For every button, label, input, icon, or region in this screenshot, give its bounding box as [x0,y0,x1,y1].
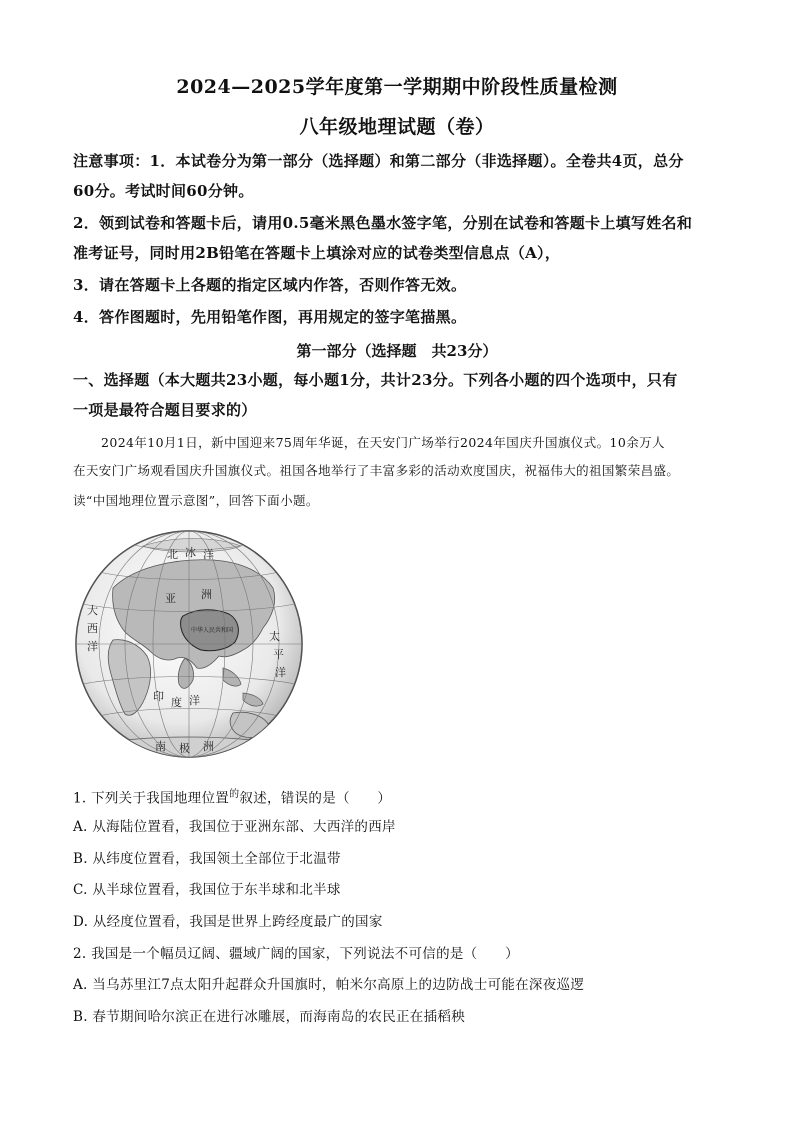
globe-label-bei: 北 [167,548,178,561]
part1-instruction-2: 一项是最符合题目要求的） [73,401,257,419]
question-1-stem-a: 1. 下列关于我国地理位置 [73,790,230,807]
globe-label-da: 大 [87,604,98,617]
question-1-stem-sup: 的 [229,789,240,800]
notice-line-1b: 60分。考试时间60分钟。 [73,182,254,200]
notice-line-1: 注意事项：1．本试卷分为第一部分（选择题）和第二部分（非选择题）。全卷共4页，总分 [73,152,684,170]
globe-label-ji: 极 [179,742,190,755]
question-2-option-b: B. 春节期间哈尔滨正在进行冰雕展，而海南岛的农民正在插稻秧 [73,1009,466,1025]
notice-line-2: 2．领到试卷和答题卡后，请用0.5毫米黑色墨水签字笔，分别在试卷和答题卡上填写姓名和 [73,214,693,232]
globe-label-china: 中华人民共和国 [191,627,234,634]
globe-label-du: 度 [171,696,182,709]
passage-line-3: 读“中国地理位置示意图”，回答下面小题。 [73,493,319,508]
passage-line-2: 在天安门广场观看国庆升国旗仪式。祖国各地举行了丰富多彩的活动欢度国庆，祝福伟大的祖国繁荣昌盛。 [73,463,680,478]
notice-line-3: 3．请在答题卡上各题的指定区域内作答，否则作答无效。 [73,276,467,294]
globe-label-bing: 冰 [185,546,196,559]
globe-label-yang2: 洋 [87,640,98,653]
globe-label-ping: 平 [273,648,284,661]
passage-line-1: 2024年10月1日，新中国迎来75周年华诞，在天安门广场举行2024年国庆升国旗仪式。10余万人 [101,435,665,450]
question-1-option-b: B. 从纬度位置看，我国领土全部位于北温带 [73,851,341,867]
globe-label-yin: 印 [153,690,164,703]
question-1-stem [73,785,733,809]
globe-label-xi: 西 [87,622,98,635]
question-1-option-c: C. 从半球位置看，我国位于东半球和北半球 [73,882,341,898]
question-2-option-a: A. 当乌苏里江7点太阳升起群众升国旗时，帕米尔高原上的边防战士可能在深夜巡逻 [73,977,585,993]
exam-subtitle: 八年级地理试题（卷） [299,116,495,138]
question-1-option-a: A. 从海陆位置看，我国位于亚洲东部、大西洋的西岸 [73,819,396,835]
globe-label-yang4: 洋 [189,694,200,707]
globe-label-nan: 南 [155,740,166,753]
china-location-globe-figure [73,528,305,760]
globe-label-yang1: 洋 [203,548,214,561]
globe-label-zhou1: 洲 [201,588,212,601]
question-1-stem-b: 叙述，错误的是（ ） [239,790,392,807]
globe-label-zhou2: 洲 [203,740,214,753]
part1-heading: 第一部分（选择题 共23分） [296,342,498,360]
globe-label-yang3: 洋 [275,666,286,679]
globe-label-tai: 太 [269,630,280,643]
globe-label-ya: 亚 [165,592,176,605]
question-2-stem: 2. 我国是一个幅员辽阔、疆域广阔的国家，下列说法不可信的是（ ） [73,946,519,962]
notice-line-4: 4．答作图题时，先用铅笔作图，再用规定的签字笔描黑。 [73,308,467,326]
exam-title: 2024—2025学年度第一学期期中阶段性质量检测 [176,76,618,98]
notice-line-2b: 准考证号，同时用2B铅笔在答题卡上填涂对应的试卷类型信息点（A）， [73,244,561,262]
part1-instruction-1: 一、选择题（本大题共23小题，每小题1分，共计23分。下列各小题的四个选项中，只有 [73,371,678,389]
globe-map [73,528,305,760]
question-1-option-d: D. 从经度位置看，我国是世界上跨经度最广的国家 [73,914,383,930]
